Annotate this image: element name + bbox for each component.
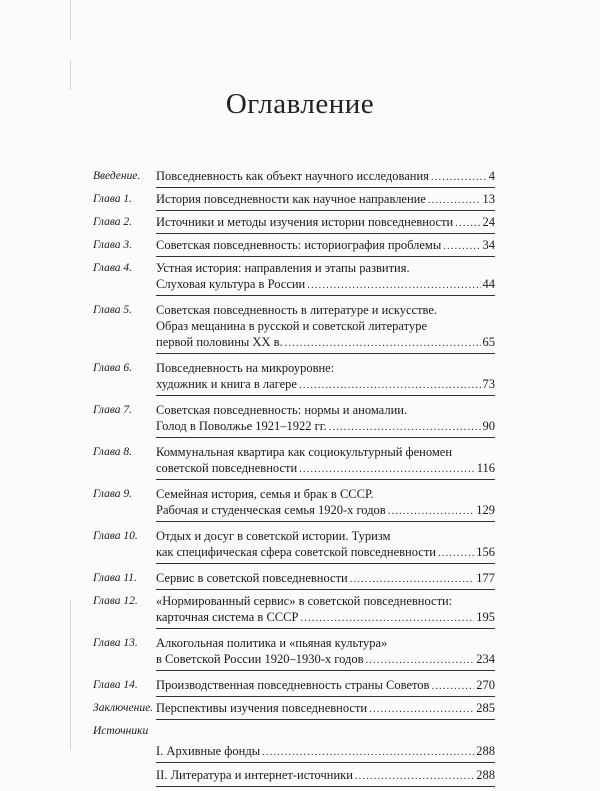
- toc-entry: [93, 528, 495, 564]
- entry-underline: [156, 521, 495, 522]
- toc-entry-label: Глава 2.: [93, 216, 132, 228]
- toc-entry-page: 4: [488, 169, 495, 183]
- toc-entry-title: История повседневности как научное направление: [156, 192, 426, 206]
- entry-underline: [156, 786, 495, 787]
- toc-entry-title: Производственная повседневность страны Советов: [156, 678, 430, 692]
- toc-entry-title: Повседневность на микроуровне:: [156, 361, 335, 375]
- toc-entry-label: Глава 4.: [93, 262, 132, 274]
- dot-leader: [299, 376, 481, 393]
- toc-entry-page: 44: [482, 277, 495, 291]
- toc-entry-title: Советская повседневность в литературе и искусстве.: [156, 303, 438, 317]
- toc-entry-title: Советская повседневность: нормы и аномалии.: [156, 403, 408, 417]
- entry-underline: [156, 233, 495, 234]
- toc-entry-label: Глава 5.: [93, 304, 132, 316]
- toc-entry-label: Глава 1.: [93, 193, 132, 205]
- toc-entry: [93, 700, 495, 720]
- toc-entry-page: 34: [482, 238, 495, 252]
- toc-entry-page: 270: [476, 678, 495, 692]
- toc-entry-label: Введение.: [93, 170, 141, 182]
- entry-underline: [156, 696, 495, 697]
- entry-underline: [156, 256, 495, 257]
- entry-underline: [156, 589, 495, 590]
- toc-entry: [93, 593, 495, 629]
- scan-edge-mark-top: [70, 0, 71, 40]
- toc-entry-title: Повседневность как объект научного исследования: [156, 169, 429, 183]
- toc-entry-title: Голод в Поволжье 1921–1922 гг.: [156, 419, 327, 433]
- toc-entry-label: Глава 12.: [93, 595, 138, 607]
- toc-entry-label: Глава 10.: [93, 530, 138, 542]
- entry-underline: [156, 670, 495, 671]
- toc-entry-page: 90: [482, 419, 495, 433]
- dot-leader: [365, 651, 474, 668]
- entry-underline: [156, 628, 495, 629]
- toc-entry-page: 24: [482, 215, 495, 229]
- toc-section-label: Источники: [93, 725, 149, 737]
- entry-underline: [156, 187, 495, 188]
- toc-entry-title: Слуховая культура в России: [156, 277, 306, 291]
- dot-leader: [431, 677, 474, 694]
- toc-entry: [93, 168, 495, 188]
- toc-entry-page: 129: [476, 503, 495, 517]
- toc-source-page: 288: [476, 744, 495, 758]
- toc-entry: [93, 237, 495, 257]
- entry-underline: [156, 353, 495, 354]
- toc-entry-page: 13: [482, 192, 495, 206]
- toc-entry-title: Отдых и досуг в советской истории. Туризм: [156, 529, 391, 543]
- entry-underline: [156, 210, 495, 211]
- toc-entry-label: Глава 3.: [93, 239, 132, 251]
- toc-entry-title: карточная система в СССР: [156, 610, 299, 624]
- scan-edge-mark-bottom: [70, 600, 71, 750]
- toc-entry: [93, 570, 495, 590]
- toc-entry-title: «Нормированный сервис» в советской повседневности:: [156, 594, 453, 608]
- dot-leader: [388, 502, 475, 519]
- toc-entry-title: Семейная история, семья и брак в СССР.: [156, 487, 374, 501]
- toc-entry: [93, 302, 495, 354]
- toc-entry-title: Источники и методы изучения истории повседневности: [156, 215, 454, 229]
- toc-entry-page: 195: [476, 610, 495, 624]
- page-title: Оглавление: [225, 88, 375, 120]
- toc-entry-page: 73: [482, 377, 495, 391]
- entry-underline: [156, 395, 495, 396]
- entry-underline: [156, 563, 495, 564]
- toc-entry: [93, 677, 495, 697]
- toc-entry: [93, 444, 495, 480]
- toc-entry-label: Глава 13.: [93, 637, 138, 649]
- toc-entry-page: 285: [476, 701, 495, 715]
- toc-entry-title: художник и книга в лагере: [156, 377, 297, 391]
- toc-entry-title: в Советской России 1920–1930-х годов: [156, 652, 364, 666]
- toc-entry: [93, 486, 495, 522]
- entry-underline: [156, 437, 495, 438]
- toc-source-item: [93, 743, 495, 763]
- toc-entry-title: Рабочая и студенческая семья 1920-х годов: [156, 503, 386, 517]
- toc-entry-title: Сервис в советской повседневности: [156, 571, 348, 585]
- dot-leader: [300, 609, 474, 626]
- toc-entry-title: советской повседневности: [156, 461, 298, 475]
- dot-leader: [431, 168, 487, 185]
- toc-entry: [93, 214, 495, 234]
- toc-entry-page: 65: [482, 335, 495, 349]
- toc-entry-title: Коммунальная квартира как социокультурный феномен: [156, 445, 453, 459]
- toc-entry-title: Перспективы изучения повседневности: [156, 701, 368, 715]
- toc-entry-page: 156: [476, 545, 495, 559]
- toc-entry-page: 234: [476, 652, 495, 666]
- toc-entry-page: 177: [476, 571, 495, 585]
- toc-entry-title: как специфическая сфера советской повседневности: [156, 545, 436, 559]
- dot-leader: [329, 418, 481, 435]
- toc-entry-label: Заключение.: [93, 702, 154, 714]
- toc-entry-label: Глава 7.: [93, 404, 132, 416]
- toc-source-title: II. Литература и интернет-источники: [156, 768, 353, 782]
- dot-leader: [428, 191, 481, 208]
- toc-entry-title: первой половины XX в.: [156, 335, 283, 349]
- toc-entry: [93, 191, 495, 211]
- toc-entry-label: Глава 14.: [93, 679, 138, 691]
- dot-leader: [307, 276, 480, 293]
- toc-entry-title: Советская повседневность: историография проблемы: [156, 238, 442, 252]
- dot-leader: [438, 544, 474, 561]
- toc-source-title: I. Архивные фонды: [156, 744, 261, 758]
- entry-underline: [156, 479, 495, 480]
- dot-leader: [455, 214, 480, 231]
- toc-entry: [93, 260, 495, 296]
- dot-leader: [262, 743, 474, 760]
- dot-leader: [355, 767, 474, 784]
- dot-leader: [369, 700, 474, 717]
- toc-entry-title: Алкогольная политика и «пьяная культура»: [156, 636, 388, 650]
- toc-entry-label: Глава 11.: [93, 572, 137, 584]
- toc-entry-label: Глава 6.: [93, 362, 132, 374]
- entry-underline: [156, 719, 495, 720]
- dot-leader: [285, 334, 481, 351]
- toc-entry: [93, 360, 495, 396]
- toc-section-sources: [93, 723, 495, 740]
- scan-edge-mark-middle: [70, 60, 71, 90]
- toc-entry: [93, 635, 495, 671]
- dot-leader: [350, 570, 475, 587]
- toc-entry: [93, 402, 495, 438]
- dot-leader: [443, 237, 480, 254]
- entry-underline: [156, 295, 495, 296]
- toc-source-item: [93, 767, 495, 787]
- toc-source-page: 288: [476, 768, 495, 782]
- toc-entry-page: 116: [476, 461, 495, 475]
- toc-entry-label: Глава 9.: [93, 488, 132, 500]
- entry-underline: [156, 762, 495, 763]
- dot-leader: [299, 460, 475, 477]
- toc-entry-title: Образ мещанина в русской и советской литературе: [156, 319, 427, 333]
- toc-entry-title: Устная история: направления и этапы развития.: [156, 261, 410, 275]
- table-of-contents: [93, 168, 495, 791]
- toc-entry-label: Глава 8.: [93, 446, 132, 458]
